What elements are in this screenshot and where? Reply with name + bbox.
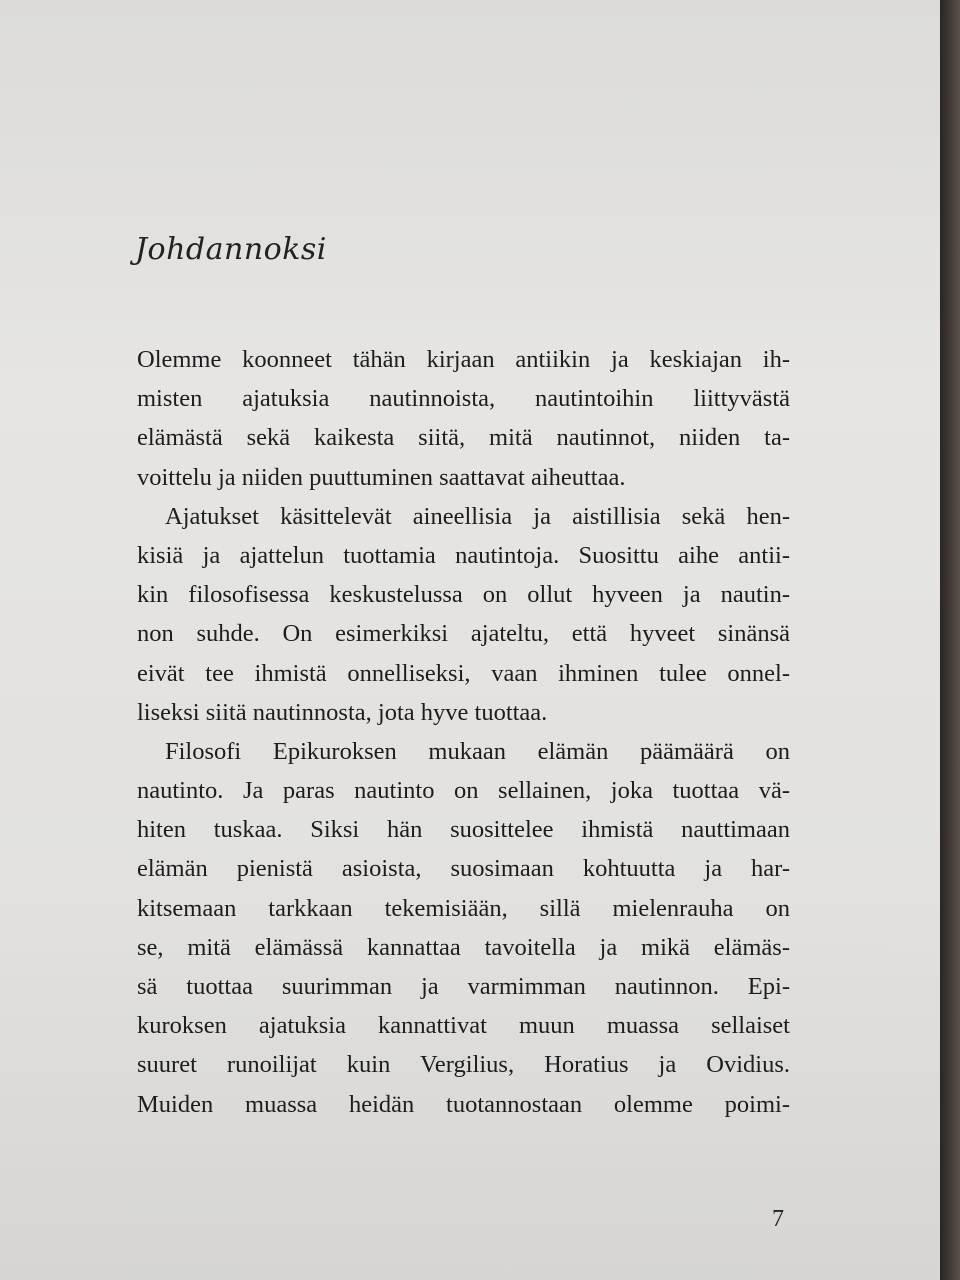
text-line: elämästä sekä kaikesta siitä, mitä nautinnot, niiden ta- [137,424,790,452]
text-line: liseksi siitä nautinnosta, jota hyve tuottaa. [137,698,548,726]
text-line: Olemme koonneet tähän kirjaan antiikin ja keskiajan ih- [137,346,790,373]
text-line: kitsemaan tarkkaan tekemisiään, sillä mielenrauha on [137,894,790,922]
text-line: Muiden muassa heidän tuotannostaan olemme poimi- [137,1090,790,1118]
body-text [137,340,790,1124]
text-line: suuret runoilijat kuin Vergilius, Horatius ja Ovidius. [137,1051,790,1079]
text-line: Ajatukset käsittelevät aineellisia ja aistillisia sekä hen- [165,502,790,530]
chapter-title: Johdannoksi [135,232,327,267]
text-line: elämän pienistä asioista, suosimaan kohtuutta ja har- [137,855,790,883]
text-line: sä tuottaa suurimman ja varmimman nautinnon. Epi- [137,973,790,1000]
text-line: hiten tuskaa. Siksi hän suosittelee ihmistä nauttimaan [137,816,790,844]
text-line: kuroksen ajatuksia kannattivat muun muassa sellaiset [137,1012,790,1040]
text-line: eivät tee ihmistä onnelliseksi, vaan ihminen tulee onnel- [137,659,790,687]
background-surface [940,0,960,1280]
text-line: voittelu ja niiden puuttuminen saattavat aiheuttaa. [137,463,626,491]
page-number: 7 [772,1206,784,1232]
text-line: misten ajatuksia nautinnoista, nautintoihin liittyvästä [137,385,790,413]
text-line: kisiä ja ajattelun tuottamia nautintoja. Suosittu aihe antii- [137,541,790,569]
text-line: kin filosofisessa keskustelussa on ollut hyveen ja nautin- [137,581,790,609]
text-line: non suhde. On esimerkiksi ajateltu, että hyveet sinänsä [137,620,790,648]
text-line: se, mitä elämässä kannattaa tavoitella ja mikä elämäs- [137,933,790,961]
text-line: nautinto. Ja paras nautinto on sellainen, joka tuottaa vä- [137,777,790,805]
text-line: Filosofi Epikuroksen mukaan elämän päämäärä on [165,737,790,765]
